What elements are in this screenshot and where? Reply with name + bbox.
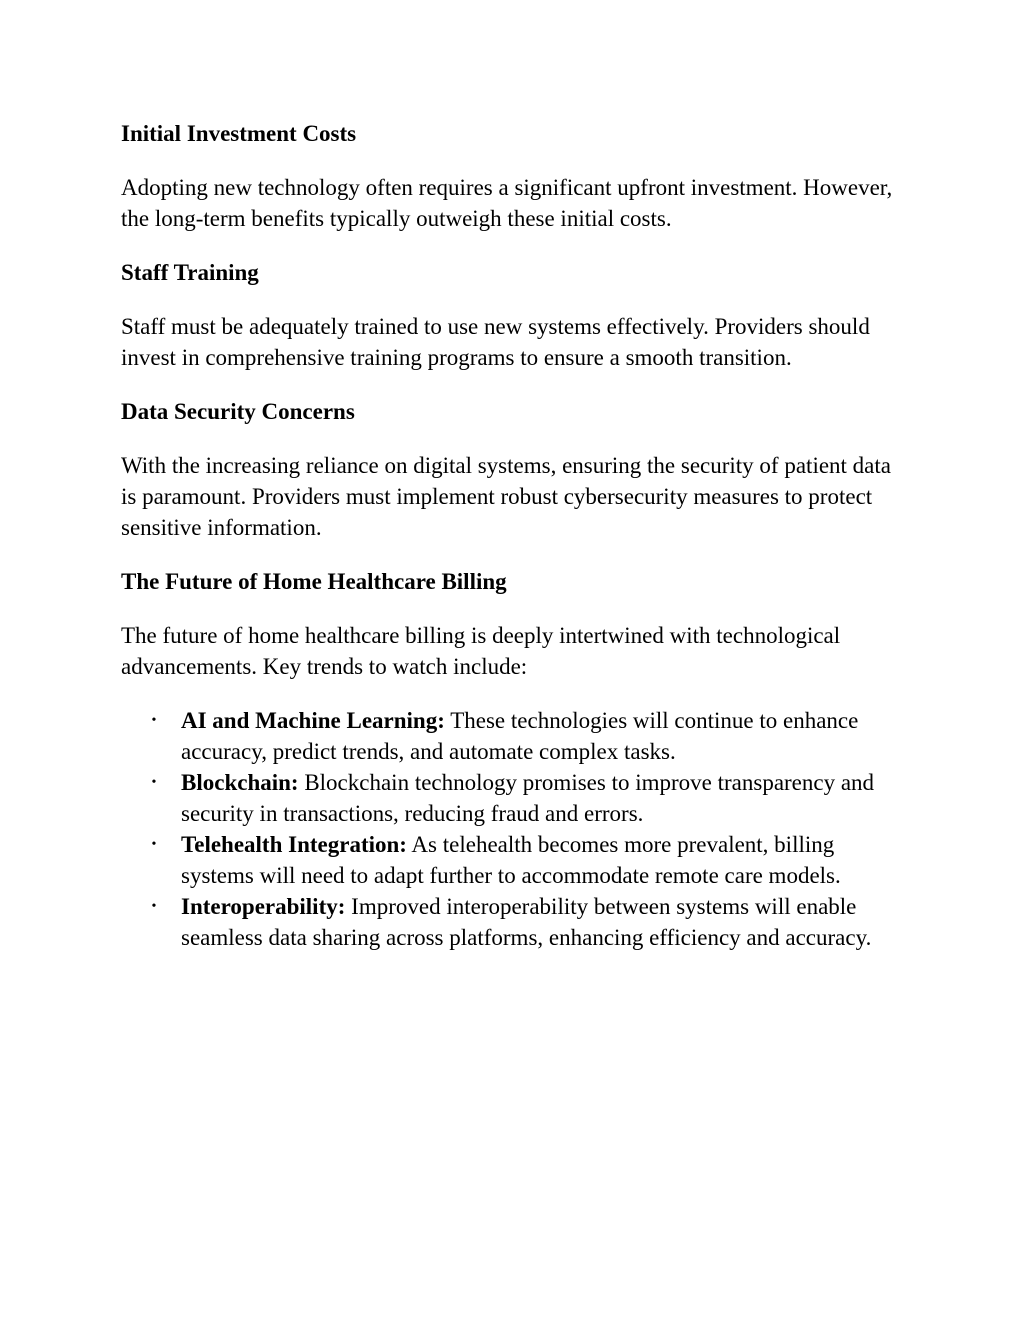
- section-body-future-of-home-healthcare-billing: The future of home healthcare billing is deeply intertwined with technological advancements. Key trends to watch include:: [121, 623, 841, 679]
- trend-term: Telehealth Integration:: [181, 832, 407, 857]
- trend-text: Improved interoperability between systems will enable seamless data sharing across platforms, enhancing efficiency and accuracy.: [181, 894, 872, 950]
- trend-item-blockchain: [151, 767, 911, 829]
- bullet-icon: •: [151, 775, 157, 790]
- section-heading-future-of-home-healthcare-billing: The Future of Home Healthcare Billing: [121, 569, 507, 594]
- trend-term: Interoperability:: [181, 894, 346, 919]
- trends-list: [121, 705, 911, 953]
- trend-text: These technologies will continue to enhance accuracy, predict trends, and automate complex tasks.: [181, 708, 859, 764]
- trend-term: Blockchain:: [181, 770, 299, 795]
- trend-item-telehealth-integration: [151, 829, 911, 891]
- section-heading-staff-training: Staff Training: [121, 260, 259, 285]
- bullet-icon: •: [151, 713, 157, 728]
- section-body-staff-training: Staff must be adequately trained to use new systems effectively. Providers should invest in comprehensive training programs to ensure a smooth transition.: [121, 314, 870, 370]
- document-page: [121, 118, 911, 953]
- section-heading-initial-investment-costs: Initial Investment Costs: [121, 121, 357, 146]
- trend-text: Blockchain technology promises to improve transparency and security in transactions, reducing fraud and errors.: [181, 770, 875, 826]
- section-heading-data-security-concerns: Data Security Concerns: [121, 399, 355, 424]
- bullet-icon: •: [151, 837, 157, 852]
- trend-term: AI and Machine Learning:: [181, 708, 445, 733]
- section-body-data-security-concerns: With the increasing reliance on digital systems, ensuring the security of patient data is paramount. Providers must implement robust cybersecurity measures to protect sensitive information.: [121, 453, 891, 540]
- trend-item-interoperability: [151, 891, 911, 953]
- trend-item-ai-machine-learning: [151, 705, 911, 767]
- trend-text: As telehealth becomes more prevalent, billing systems will need to adapt further to accommodate remote care models.: [181, 832, 841, 888]
- bullet-icon: •: [151, 899, 157, 914]
- section-body-initial-investment-costs: Adopting new technology often requires a significant upfront investment. However, the long-term benefits typically outweigh these initial costs.: [121, 175, 893, 231]
